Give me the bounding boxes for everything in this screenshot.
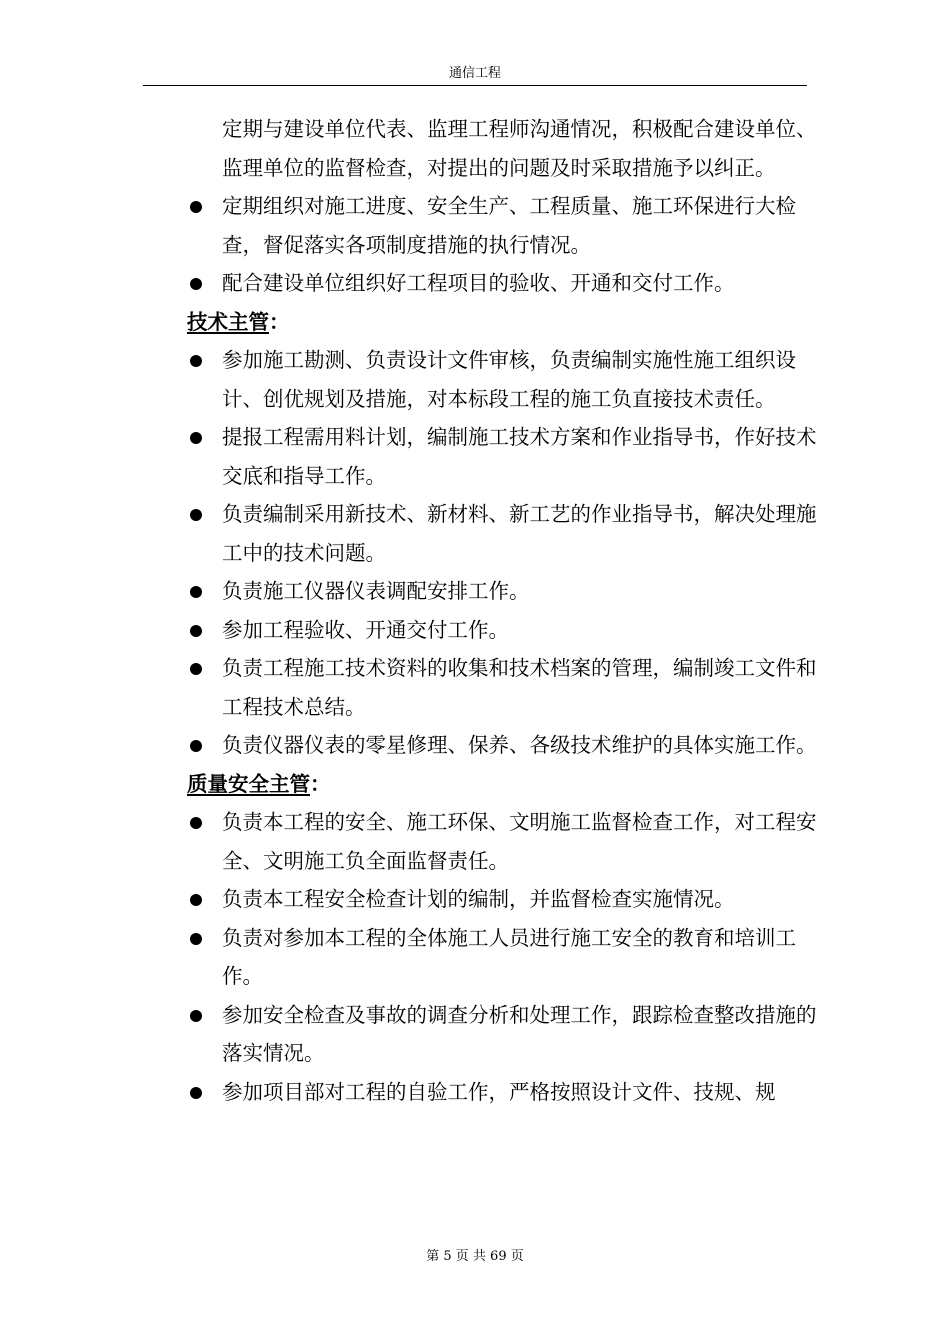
list-item [187,341,817,418]
section-management [187,110,817,303]
list-item [187,803,817,880]
list-item [187,187,817,264]
section-quality-safety-supervisor [187,765,817,1112]
bullet-icon [190,278,202,290]
bullet-icon [190,586,202,598]
list-item-text: 负责本工程安全检查计划的编制，并监督检查实施情况。 [222,887,735,911]
section-technical-supervisor [187,303,817,765]
list-item [187,418,817,495]
bullet-icon [190,1010,202,1022]
list-item [187,919,817,996]
bullet-icon [190,355,202,367]
bullet-icon [190,509,202,521]
list-item [187,611,817,650]
list-item [187,572,817,611]
bullet-icon [190,663,202,675]
section-heading-text: 质量安全主管 [187,771,310,796]
section-heading [187,765,817,804]
list-item-text: 负责本工程的安全、施工环保、文明施工监督检查工作，对工程安全、文明施工负全面监督责任。 [222,810,817,873]
list-item-text: 提报工程需用料计划，编制施工技术方案和作业指导书，作好技术交底和指导工作。 [222,425,817,488]
document-body [187,110,817,1111]
bullet-icon [190,740,202,752]
list-item-text: 负责仪器仪表的零星修理、保养、各级技术维护的具体实施工作。 [222,733,817,757]
list-item-text: 负责对参加本工程的全体施工人员进行施工安全的教育和培训工作。 [222,925,796,988]
list-item [187,110,817,187]
list-item-text: 负责编制采用新技术、新材料、新工艺的作业指导书，解决处理施工中的技术问题。 [222,502,817,565]
bullet-icon [190,817,202,829]
bullet-icon [190,1087,202,1099]
list-item-text: 负责施工仪器仪表调配安排工作。 [222,579,530,603]
list-item [187,649,817,726]
header-divider [143,85,807,86]
bullet-icon [190,933,202,945]
bullet-icon [190,625,202,637]
bullet-icon [190,894,202,906]
page-footer: 第 5 页 共 69 页 [426,1249,524,1264]
list-item [187,996,817,1073]
list-item-text: 参加施工勘测、负责设计文件审核，负责编制实施性施工组织设计、创优规划及措施，对本标段工程的施工负直接技术责任。 [222,348,796,411]
list-item-text: 定期组织对施工进度、安全生产、工程质量、施工环保进行大检查，督促落实各项制度措施的执行情况。 [222,194,796,257]
list-item-text: 定期与建设单位代表、监理工程师沟通情况，积极配合建设单位、监理单位的监督检查，对提出的问题及时采取措施予以纠正。 [222,117,817,180]
list-item-text: 参加工程验收、开通交付工作。 [222,617,509,642]
list-item-text: 参加项目部对工程的自验工作，严格按照设计文件、技规、规 [222,1079,776,1104]
section-heading-colon: ： [310,771,331,796]
section-heading-text: 技术主管 [187,309,269,334]
section-heading [187,303,817,342]
list-item [187,264,817,303]
section-heading-colon: ： [269,309,290,334]
bullet-icon [190,432,202,444]
list-item [187,880,817,919]
list-item [187,1073,817,1112]
list-item-text: 配合建设单位组织好工程项目的验收、开通和交付工作。 [222,271,735,295]
list-item-text: 负责工程施工技术资料的收集和技术档案的管理，编制竣工文件和工程技术总结。 [222,656,817,719]
page-header: 通信工程 [448,66,501,81]
bullet-icon [190,201,202,213]
list-item [187,726,817,765]
list-item-text: 参加安全检查及事故的调查分析和处理工作，跟踪检查整改措施的落实情况。 [222,1002,817,1065]
list-item [187,495,817,572]
